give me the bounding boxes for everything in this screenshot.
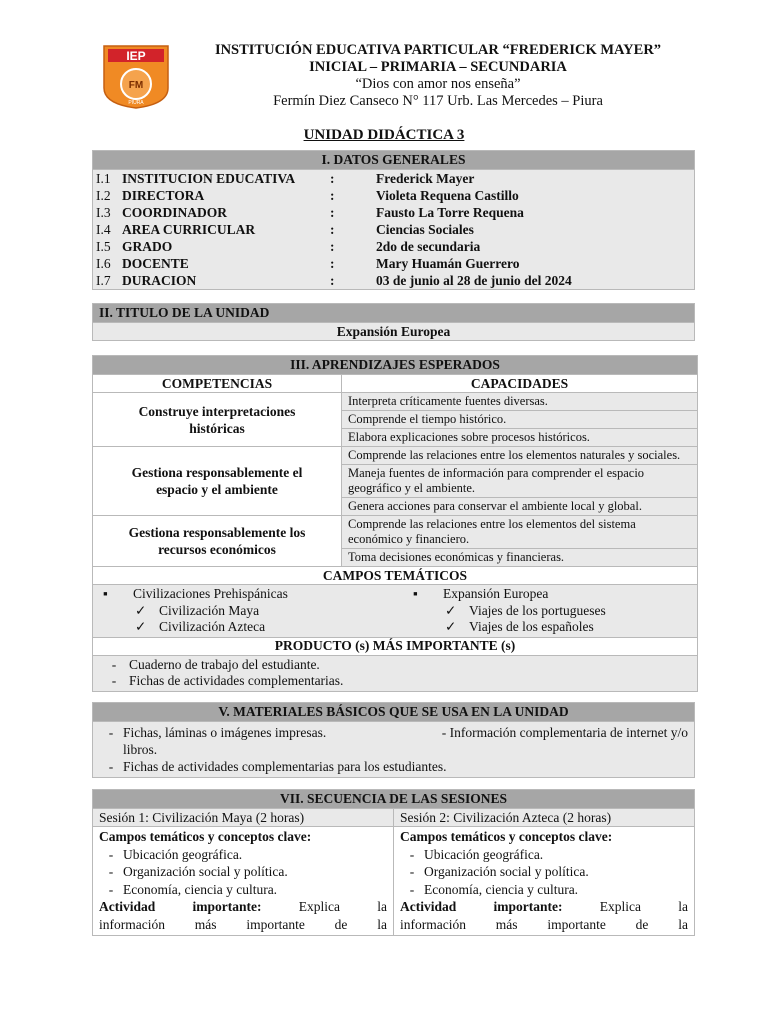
square-bullet-icon: ▪ xyxy=(103,586,108,601)
session-activity-cont: información más importante de la xyxy=(99,916,387,932)
datos-row-number: I.5 xyxy=(96,238,111,254)
materiales-table xyxy=(92,702,695,778)
session-2-body xyxy=(394,827,695,936)
competencia-name: Gestiona responsablemente el espacio y el ambiente xyxy=(93,447,342,516)
capacidad-item: Genera acciones para conservar el ambiente local y global. xyxy=(342,498,698,516)
session-campos-label: Campos temáticos y conceptos clave: xyxy=(99,829,312,844)
datos-row-value: 2do de secundaria xyxy=(376,238,481,254)
datos-row xyxy=(93,221,694,238)
campo-group xyxy=(401,586,691,636)
capacidad-row xyxy=(93,393,698,411)
materiales-body xyxy=(93,722,695,778)
campo-subitem: ✓ Viajes de los portugueses xyxy=(445,602,606,618)
datos-row-number: I.7 xyxy=(96,272,111,288)
checkmark-icon: ✓ xyxy=(445,602,457,618)
campo-subitem: ✓ Civilización Maya xyxy=(135,602,260,618)
datos-row-label: INSTITUCION EDUCATIVA xyxy=(122,170,296,186)
datos-row-label: DOCENTE xyxy=(122,255,189,271)
materiales-heading: V. MATERIALES BÁSICOS QUE SE USA EN LA UNIDAD xyxy=(93,703,695,722)
checkmark-icon: ✓ xyxy=(135,619,147,634)
session-activity: Actividad importante: Explica la xyxy=(400,899,688,914)
session-topic: - Ubicación geográfica. xyxy=(108,846,243,862)
datos-row-label: DIRECTORA xyxy=(122,187,205,203)
datos-row-separator: : xyxy=(330,170,335,186)
capacidades-header: CAPACIDADES xyxy=(342,375,698,393)
svg-text:IEP: IEP xyxy=(126,49,146,63)
producto-heading: PRODUCTO (s) MÁS IMPORTANTE (s) xyxy=(93,637,698,655)
producto-item: - Cuaderno de trabajo del estudiante. xyxy=(111,656,320,672)
titulo-heading: II. TITULO DE LA UNIDAD xyxy=(93,304,695,323)
datos-row xyxy=(93,204,694,221)
datos-row-value: Frederick Mayer xyxy=(376,170,475,186)
svg-text:FM: FM xyxy=(128,80,144,91)
secuencia-heading: VII. SECUENCIA DE LAS SESIONES xyxy=(93,790,695,809)
session-topic: - Economía, ciencia y cultura. xyxy=(108,881,278,897)
datos-row-separator: : xyxy=(330,221,335,237)
session-activity-cont: información más importante de la xyxy=(400,916,688,932)
session-topic: - Ubicación geográfica. xyxy=(409,846,544,862)
campos-body xyxy=(93,585,698,638)
session-topic: - Economía, ciencia y cultura. xyxy=(409,881,579,897)
campos-heading: CAMPOS TEMÁTICOS xyxy=(93,567,698,585)
datos-row-value: Mary Huamán Guerrero xyxy=(376,255,520,271)
school-address: Fermín Diez Canseco N° 117 Urb. Las Mercedes – Piura xyxy=(273,93,603,109)
titulo-value: Expansión Europea xyxy=(93,323,695,341)
datos-row-separator: : xyxy=(330,272,335,288)
datos-list xyxy=(93,170,694,289)
campo-title: ▪ Civilizaciones Prehispánicas xyxy=(99,586,401,603)
datos-row-number: I.4 xyxy=(96,221,111,237)
material-item: - Fichas, láminas o imágenes impresas. xyxy=(108,725,327,740)
datos-row-separator: : xyxy=(330,255,335,271)
datos-row-number: I.6 xyxy=(96,255,111,271)
datos-generales-heading: I. DATOS GENERALES xyxy=(93,151,695,170)
checkmark-icon: ✓ xyxy=(445,619,457,634)
school-name: INSTITUCIÓN EDUCATIVA PARTICULAR “FREDERICK MAYER” xyxy=(214,42,662,58)
school-logo xyxy=(102,44,170,110)
datos-row-label: GRADO xyxy=(122,238,173,254)
checkmark-icon: ✓ xyxy=(135,602,147,618)
datos-row-label: COORDINADOR xyxy=(122,204,228,220)
datos-row xyxy=(93,272,694,289)
capacidad-item: Comprende el tiempo histórico. xyxy=(342,411,698,429)
session-topic: - Organización social y política. xyxy=(108,864,288,879)
material-item: - Información complementaria de internet y/o xyxy=(441,725,688,740)
session-2-title: Sesión 2: Civilización Azteca (2 horas) xyxy=(394,809,695,827)
titulo-table xyxy=(92,303,695,341)
datos-row-label: DURACION xyxy=(122,272,197,288)
campos-row xyxy=(93,585,698,638)
session-topic: - Organización social y política. xyxy=(409,864,589,879)
capacidad-item: Comprende las relaciones entre los elementos naturales y sociales. xyxy=(342,447,698,465)
competencias-header: COMPETENCIAS xyxy=(93,375,342,393)
aprendizajes-heading: III. APRENDIZAJES ESPERADOS xyxy=(93,356,698,375)
school-header xyxy=(180,42,696,110)
svg-text:PIURA: PIURA xyxy=(128,100,144,106)
session-1-body xyxy=(93,827,394,936)
unit-title: UNIDAD DIDÁCTICA 3 xyxy=(303,127,465,143)
material-item: - Fichas de actividades complementarias para los estudiantes. xyxy=(108,759,447,774)
school-motto: “Dios con amor nos enseña” xyxy=(355,76,521,92)
capacidad-row xyxy=(93,516,698,549)
datos-row-separator: : xyxy=(330,187,335,203)
datos-row xyxy=(93,238,694,255)
material-item-cont: libros. xyxy=(123,742,158,757)
datos-row-value: 03 de junio al 28 de junio del 2024 xyxy=(376,272,572,288)
datos-row-separator: : xyxy=(330,238,335,254)
datos-row xyxy=(93,170,694,187)
campo-subitem: ✓ Viajes de los españoles xyxy=(445,619,594,634)
datos-row-separator: : xyxy=(330,204,335,220)
aprendizajes-table xyxy=(92,355,698,692)
datos-generales-table xyxy=(92,150,695,290)
capacidad-item: Interpreta críticamente fuentes diversas. xyxy=(342,393,698,411)
datos-row-value: Ciencias Sociales xyxy=(376,221,474,237)
capacidad-row xyxy=(93,447,698,465)
datos-row xyxy=(93,255,694,272)
producto-item: - Fichas de actividades complementarias. xyxy=(111,673,344,688)
session-1-title: Sesión 1: Civilización Maya (2 horas) xyxy=(93,809,394,827)
capacidad-item: Comprende las relaciones entre los elementos del sistema económico y financiero. xyxy=(342,516,698,549)
datos-row-label: AREA CURRICULAR xyxy=(122,221,256,237)
session-activity: Actividad importante: Explica la xyxy=(99,899,387,914)
datos-row-number: I.1 xyxy=(96,170,111,186)
datos-row-value: Violeta Requena Castillo xyxy=(376,187,519,203)
campo-title: ▪ Expansión Europea xyxy=(401,586,691,603)
datos-row-value: Fausto La Torre Requena xyxy=(376,204,524,220)
school-levels: INICIAL – PRIMARIA – SECUNDARIA xyxy=(309,59,567,75)
datos-row xyxy=(93,187,694,204)
capacidad-item: Toma decisiones económicas y financieras. xyxy=(342,549,698,567)
competencia-name: Construye interpretaciones históricas xyxy=(93,393,342,447)
session-campos-label: Campos temáticos y conceptos clave: xyxy=(400,829,613,844)
campo-group xyxy=(99,586,401,636)
datos-row-number: I.2 xyxy=(96,187,111,203)
datos-row-number: I.3 xyxy=(96,204,111,220)
campo-subitem: ✓ Civilización Azteca xyxy=(135,619,266,634)
capacidad-item: Maneja fuentes de información para comprender el espacio geográfico y el ambiente. xyxy=(342,465,698,498)
square-bullet-icon: ▪ xyxy=(413,586,418,601)
producto-body xyxy=(93,655,698,691)
secuencia-table xyxy=(92,789,695,936)
competencia-name: Gestiona responsablemente los recursos económicos xyxy=(93,516,342,567)
capacidad-item: Elabora explicaciones sobre procesos históricos. xyxy=(342,429,698,447)
